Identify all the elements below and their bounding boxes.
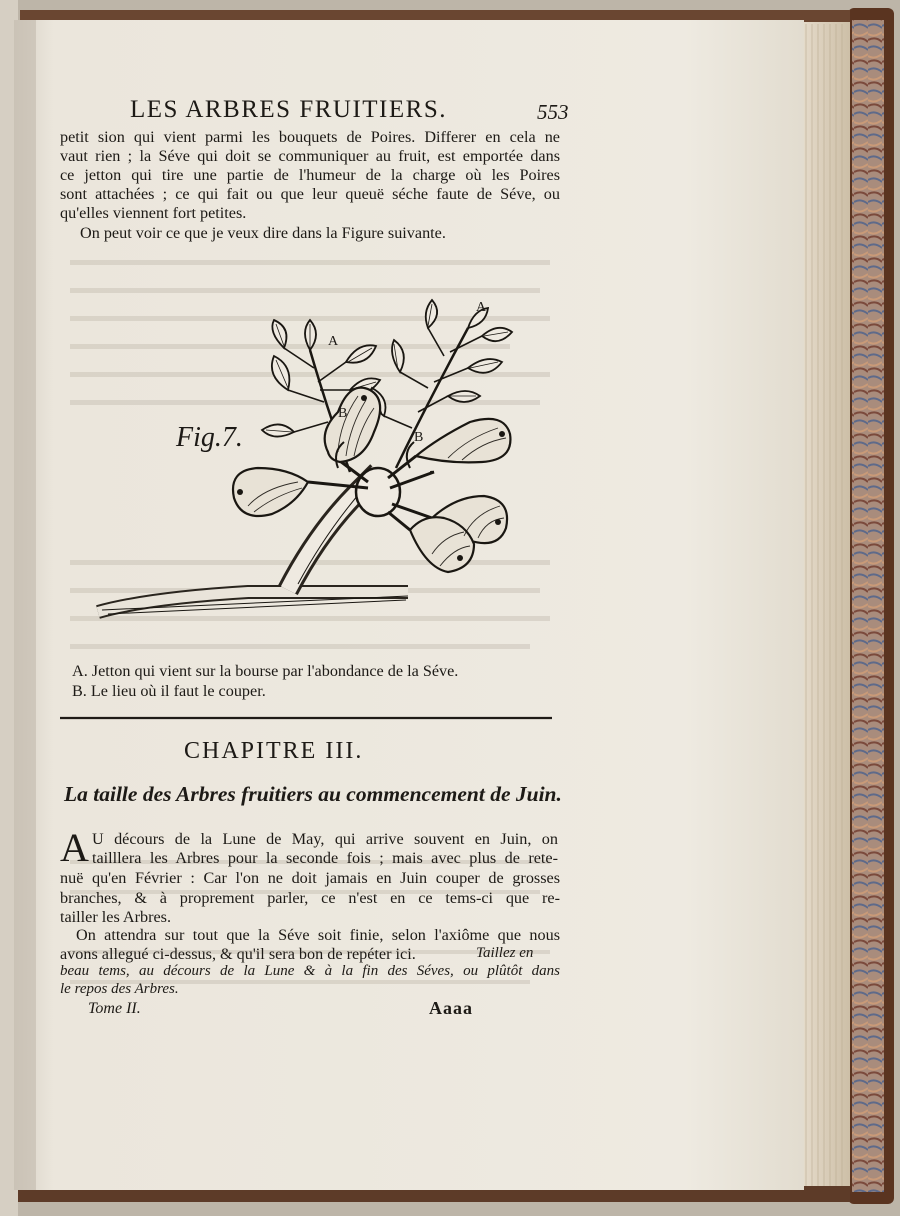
paragraph-3-line-5: tailler les Arbres.: [60, 908, 172, 926]
paragraph-4-italic-start: Taillez en: [476, 945, 534, 961]
paragraph-4-line-1: On attendra sur tout que la Séve soit finie, selon l'axiôme que nous: [76, 926, 560, 944]
paragraph-1-line-4: sont attachées ; ce qui fait ou que leur queuë séche faute de Séve, ou: [60, 185, 560, 203]
paragraph-1-line-1: petit sion qui vient parmi les bouquets de Poires. Differer en cela ne: [60, 128, 560, 146]
paragraph-1-line-2: vaut rien ; la Séve qui doit se communiquer au fruit, est emportée dans: [60, 147, 560, 165]
paragraph-2: On peut voir ce que je veux dire dans la Figure suivante.: [80, 224, 446, 242]
figure-letter-a-left: A: [328, 334, 339, 349]
paragraph-3-line-3: nuë qu'en Février : Car l'on ne doit jamais en Juin couper de grosses: [60, 869, 560, 887]
legend-a: A. Jetton qui vient sur la bourse par l'abondance de la Séve.: [72, 662, 459, 680]
figure-letter-b-left: B: [338, 406, 348, 421]
drop-cap: A: [60, 825, 89, 870]
paragraph-3-line-2: tailllera les Arbres pour la seconde fois ; mais avec plus de rete-: [92, 849, 558, 867]
page-number: 553: [537, 100, 569, 124]
chapter-title: CHAPITRE III.: [184, 738, 364, 764]
figure-letter-a-right: A: [476, 300, 487, 315]
paragraph-4-line-2: avons allegué ci-dessus, & qu'il sera bon de repéter ici.: [60, 945, 416, 963]
paragraph-4-line-3: beau tems, au décours de la Lune & à la fin des Séves, ou plûtôt dans: [60, 963, 560, 979]
paragraph-3-line-4: branches, & à proprement parler, ce n'est en ce tems-ci que re-: [60, 889, 560, 907]
legend-b: B. Le lieu où il faut le couper.: [72, 682, 266, 700]
figure-label: Fig.7.: [176, 422, 243, 453]
volume-footer: Tome II.: [88, 1000, 141, 1017]
pear-branch-illustration: [88, 292, 518, 632]
paragraph-3-line-1: U décours de la Lune de May, qui arrive souvent en Juin, on: [92, 830, 558, 848]
paragraph-1-line-5: qu'elles viennent fort petites.: [60, 204, 247, 222]
chapter-subtitle: La taille des Arbres fruitiers au commencement de Juin.: [64, 782, 562, 806]
paragraph-4-line-4: le repos des Arbres.: [60, 981, 179, 997]
signature-mark: Aaaa: [429, 998, 473, 1018]
figure-letter-b-right: B: [414, 430, 424, 445]
running-head: LES ARBRES FRUITIERS.: [130, 96, 447, 123]
paragraph-1-line-3: ce jetton qui tire une partie de l'humeur de la charge où les Poires: [60, 166, 560, 184]
